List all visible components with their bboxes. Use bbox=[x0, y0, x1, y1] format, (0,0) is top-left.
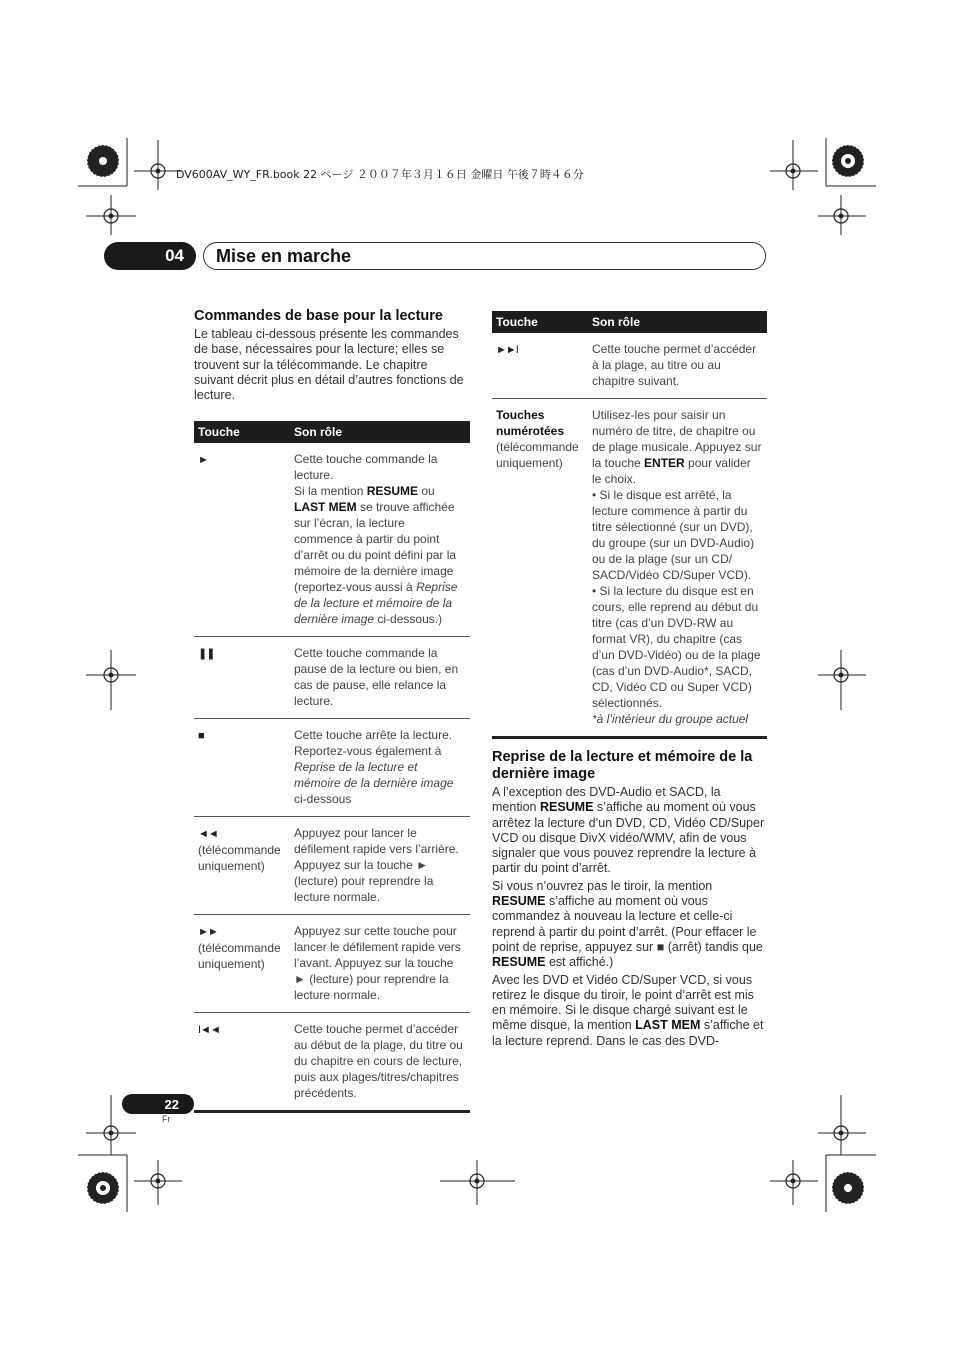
page-number-badge: 22 bbox=[122, 1094, 194, 1114]
play-icon: ► bbox=[198, 454, 208, 467]
chapter-title bbox=[203, 242, 766, 270]
role-cell: Cette touche commande la lecture. Si la mention RESUME ou LAST MEM se trouve affichée sur l’écran, la lecture commence à partir du point d’arrêt ou du point défini par la mémoire de la dernière image (reportez-vous aussi à Reprise de la lecture et mémoire de la dernière image ci-dessous.) bbox=[290, 443, 470, 637]
rewind-icon: ◄◄ bbox=[198, 828, 218, 841]
table-row bbox=[194, 637, 470, 719]
role-cell: Cette touche arrête la lecture. Reportez-vous également à Reprise de la lecture et mémoire de la dernière image ci-dessous bbox=[290, 719, 470, 817]
pause-icon: ❚❚ bbox=[198, 648, 215, 661]
header-role: Son rôle bbox=[290, 421, 470, 443]
page-language: Fr bbox=[162, 1114, 171, 1124]
header-key: Touche bbox=[492, 311, 588, 333]
role-cell: Cette touche permet d’accéder au début de la plage, du titre ou du chapitre en cours de lecture, puis aux plages/titres/chapitres précédents. bbox=[290, 1013, 470, 1112]
section-title-basic-commands: Commandes de base pour la lecture bbox=[194, 308, 443, 324]
header-role: Son rôle bbox=[588, 311, 767, 333]
table-header-row bbox=[492, 311, 767, 333]
key-note: (télécommande uniquement) bbox=[198, 843, 281, 874]
fast-forward-icon: ►► bbox=[198, 926, 218, 939]
intro-paragraph: Le tableau ci-dessous présente les commandes de base, nécessaires pour la lecture; elles se trouvent sur la télécommande. Le chapitre suivant décrit plus en détail d’autres fonctions de lecture. bbox=[194, 327, 464, 403]
stop-icon: ■ bbox=[198, 730, 204, 743]
role-cell: Utilisez-les pour saisir un numéro de titre, de chapitre ou de plage musicale. Appuyez sur la touche ENTER pour valider le choix. • Si le disque est arrêté, la lecture commence à partir du titre sélectionné (sur un DVD), du groupe (sur un DVD-Audio) ou de la plage (sur un CD/ SACD/Vidéo CD/Super VCD). • Si la lecture du disque est en cours, elle reprend au début du titre (cas d’un DVD-RW au format VR), du chapitre (cas d’un DVD-Vidéo) ou de la plage (cas d’un DVD-Audio*, SACD, CD, Vidéo CD ou Super VCD) sélectionnés. *à l’intérieur du groupe actuel bbox=[588, 399, 767, 738]
resume-paragraph-1: A l’exception des DVD-Audio et SACD, la mention RESUME s’affiche au moment où vous arrêtez la lecture d’un DVD, CD, Vidéo CD/Super VCD ou disque DivX vidéo/WMV, afin de vous signaler que vous pouvez reprendre la lecture à partir du point d’arrêt. bbox=[492, 785, 765, 876]
resume-paragraph-3: Avec les DVD et Vidéo CD/Super VCD, si vous retirez le disque du tiroir, le point d’arrêt est mis en mémoire. Si le disque chargé suivant est le même disque, la mention LAST MEM s’affiche et la lecture reprend. Dans le cas des DVD- bbox=[492, 972, 764, 1048]
table-row bbox=[194, 1013, 470, 1112]
previous-track-icon: I◄◄ bbox=[198, 1024, 220, 1037]
table-row bbox=[194, 817, 470, 915]
table-row bbox=[194, 915, 470, 1013]
key-label: Touches numérotées bbox=[496, 408, 565, 438]
table-row bbox=[194, 719, 470, 817]
commands-table-right bbox=[492, 311, 767, 739]
chapter-title-text: Mise en marche bbox=[216, 245, 352, 266]
right-column bbox=[492, 311, 767, 1049]
table-row bbox=[492, 399, 767, 738]
left-column bbox=[194, 308, 470, 1113]
commands-table-left bbox=[194, 421, 470, 1113]
header-key: Touche bbox=[194, 421, 290, 443]
resume-paragraph-2: Si vous n’ouvrez pas le tiroir, la mention RESUME s’affiche au moment où vous commandez à nouveau la lecture et celle-ci reprend à partir du point d’arrêt. (Pour effacer le point de reprise, appuyez sur ■ (arrêt) tandis que RESUME est affiché.) bbox=[492, 878, 763, 970]
next-track-icon: ►►I bbox=[496, 344, 518, 356]
role-cell: Cette touche commande la pause de la lecture ou bien, en cas de pause, elle relance la lecture. bbox=[290, 637, 470, 719]
table-header-row bbox=[194, 421, 470, 443]
role-cell: Cette touche permet d’accéder à la plage, au titre ou au chapitre suivant. bbox=[588, 333, 767, 399]
key-note: (télécommande uniquement) bbox=[496, 440, 579, 470]
file-info-line: DV600AV_WY_FR.book 22 ページ ２００７年３月１６日 金曜日 午後７時４６分 bbox=[176, 168, 584, 181]
key-note: (télécommande uniquement) bbox=[198, 941, 281, 972]
table-row bbox=[492, 333, 767, 399]
role-cell: Appuyez sur cette touche pour lancer le défilement rapide vers l’avant. Appuyez sur la touche ► (lecture) pour reprendre la lecture normale. bbox=[290, 915, 470, 1013]
role-cell: Appuyez pour lancer le défilement rapide vers l’arrière. Appuyez sur la touche ► (lecture) pour reprendre la lecture normale. bbox=[290, 817, 470, 915]
section-title-resume: Reprise de la lecture et mémoire de la dernière image bbox=[492, 749, 753, 782]
table-row bbox=[194, 443, 470, 637]
chapter-number-badge: 04 bbox=[104, 242, 196, 270]
